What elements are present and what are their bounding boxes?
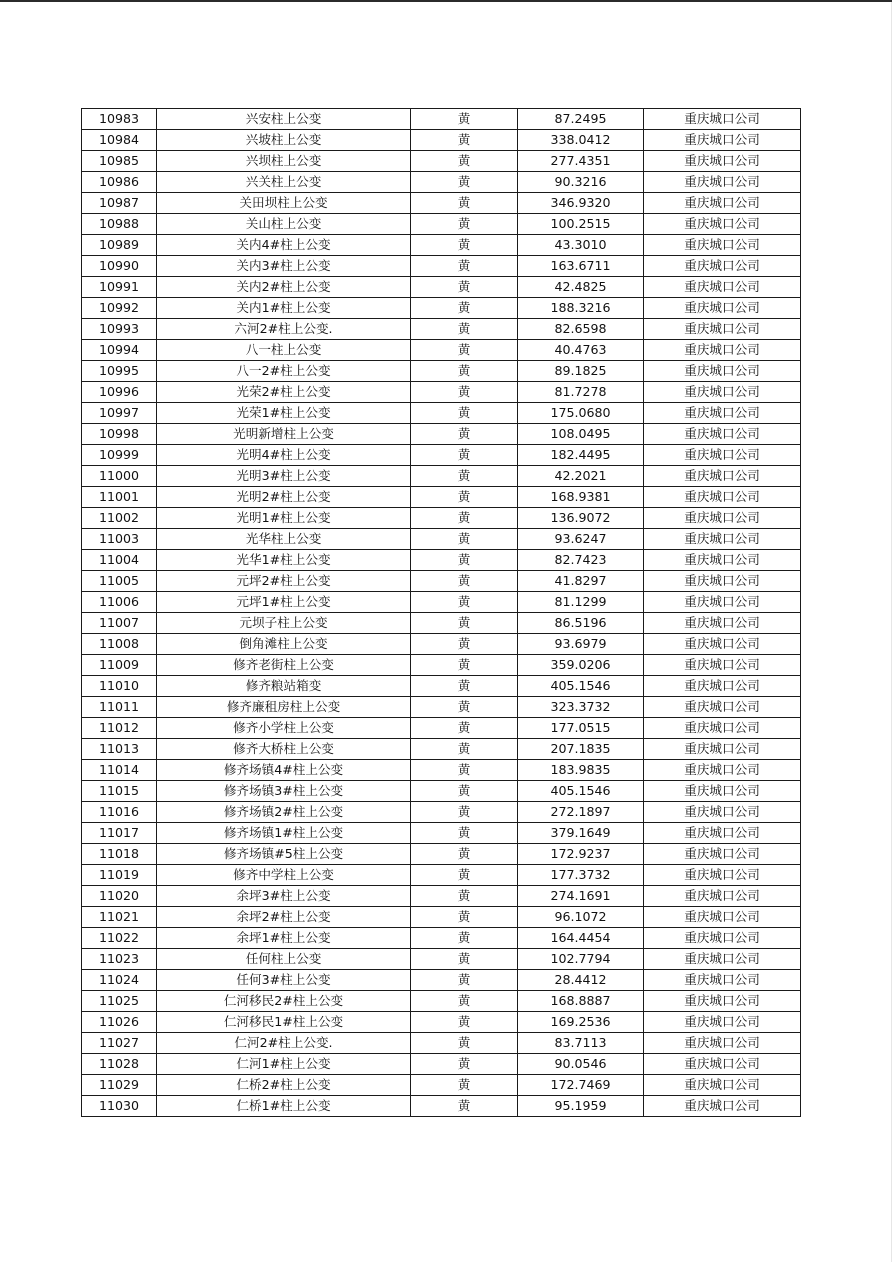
company-cell: 重庆城口公司 — [644, 613, 801, 634]
table-row — [82, 760, 801, 781]
row-id-cell: 11009 — [82, 655, 157, 676]
company-cell: 重庆城口公司 — [644, 592, 801, 613]
value-cell: 163.6711 — [518, 256, 644, 277]
company-cell: 重庆城口公司 — [644, 739, 801, 760]
transformer-name-cell: 元坝子柱上公变 — [157, 613, 411, 634]
company-cell: 重庆城口公司 — [644, 1012, 801, 1033]
company-cell: 重庆城口公司 — [644, 676, 801, 697]
transformer-name-cell: 光华柱上公变 — [157, 529, 411, 550]
transformer-name-cell: 任何3#柱上公变 — [157, 970, 411, 991]
company-cell: 重庆城口公司 — [644, 466, 801, 487]
status-color-cell: 黄 — [411, 1012, 518, 1033]
value-cell: 28.4412 — [518, 970, 644, 991]
status-color-cell: 黄 — [411, 592, 518, 613]
table-row — [82, 445, 801, 466]
status-color-cell: 黄 — [411, 571, 518, 592]
row-id-cell: 11015 — [82, 781, 157, 802]
row-id-cell: 11028 — [82, 1054, 157, 1075]
table-row — [82, 886, 801, 907]
table-row — [82, 676, 801, 697]
transformer-name-cell: 兴关柱上公变 — [157, 172, 411, 193]
row-id-cell: 11001 — [82, 487, 157, 508]
transformer-name-cell: 光荣2#柱上公变 — [157, 382, 411, 403]
table-row — [82, 298, 801, 319]
value-cell: 108.0495 — [518, 424, 644, 445]
table-row — [82, 550, 801, 571]
value-cell: 207.1835 — [518, 739, 644, 760]
transformer-name-cell: 关内1#柱上公变 — [157, 298, 411, 319]
value-cell: 42.2021 — [518, 466, 644, 487]
value-cell: 338.0412 — [518, 130, 644, 151]
value-cell: 42.4825 — [518, 277, 644, 298]
table-row — [82, 319, 801, 340]
transformer-name-cell: 修齐场镇3#柱上公变 — [157, 781, 411, 802]
company-cell: 重庆城口公司 — [644, 970, 801, 991]
status-color-cell: 黄 — [411, 193, 518, 214]
row-id-cell: 11006 — [82, 592, 157, 613]
company-cell: 重庆城口公司 — [644, 886, 801, 907]
table-row — [82, 1054, 801, 1075]
table-row — [82, 613, 801, 634]
table-row — [82, 1096, 801, 1117]
row-id-cell: 11004 — [82, 550, 157, 571]
value-cell: 82.6598 — [518, 319, 644, 340]
row-id-cell: 11014 — [82, 760, 157, 781]
status-color-cell: 黄 — [411, 802, 518, 823]
transformer-name-cell: 余坪3#柱上公变 — [157, 886, 411, 907]
transformer-name-cell: 仁河2#柱上公变. — [157, 1033, 411, 1054]
status-color-cell: 黄 — [411, 1096, 518, 1117]
value-cell: 41.8297 — [518, 571, 644, 592]
status-color-cell: 黄 — [411, 634, 518, 655]
status-color-cell: 黄 — [411, 655, 518, 676]
table-row — [82, 802, 801, 823]
company-cell: 重庆城口公司 — [644, 487, 801, 508]
company-cell: 重庆城口公司 — [644, 823, 801, 844]
company-cell: 重庆城口公司 — [644, 424, 801, 445]
transformer-name-cell: 修齐场镇2#柱上公变 — [157, 802, 411, 823]
value-cell: 177.0515 — [518, 718, 644, 739]
company-cell: 重庆城口公司 — [644, 718, 801, 739]
transformer-name-cell: 修齐大桥柱上公变 — [157, 739, 411, 760]
table-row — [82, 844, 801, 865]
status-color-cell: 黄 — [411, 1075, 518, 1096]
status-color-cell: 黄 — [411, 277, 518, 298]
transformer-name-cell: 余坪1#柱上公变 — [157, 928, 411, 949]
transformer-name-cell: 八一柱上公变 — [157, 340, 411, 361]
row-id-cell: 10989 — [82, 235, 157, 256]
value-cell: 323.3732 — [518, 697, 644, 718]
company-cell: 重庆城口公司 — [644, 1054, 801, 1075]
status-color-cell: 黄 — [411, 298, 518, 319]
status-color-cell: 黄 — [411, 613, 518, 634]
status-color-cell: 黄 — [411, 382, 518, 403]
status-color-cell: 黄 — [411, 340, 518, 361]
row-id-cell: 10990 — [82, 256, 157, 277]
table-row — [82, 697, 801, 718]
status-color-cell: 黄 — [411, 235, 518, 256]
company-cell: 重庆城口公司 — [644, 634, 801, 655]
transformer-data-table — [81, 108, 801, 1117]
row-id-cell: 11020 — [82, 886, 157, 907]
status-color-cell: 黄 — [411, 508, 518, 529]
row-id-cell: 11023 — [82, 949, 157, 970]
row-id-cell: 10988 — [82, 214, 157, 235]
status-color-cell: 黄 — [411, 886, 518, 907]
row-id-cell: 11013 — [82, 739, 157, 760]
value-cell: 82.7423 — [518, 550, 644, 571]
value-cell: 405.1546 — [518, 676, 644, 697]
row-id-cell: 11017 — [82, 823, 157, 844]
transformer-name-cell: 修齐中学柱上公变 — [157, 865, 411, 886]
row-id-cell: 11024 — [82, 970, 157, 991]
table-row — [82, 781, 801, 802]
transformer-name-cell: 关田坝柱上公变 — [157, 193, 411, 214]
company-cell: 重庆城口公司 — [644, 403, 801, 424]
value-cell: 379.1649 — [518, 823, 644, 844]
table-row — [82, 928, 801, 949]
value-cell: 86.5196 — [518, 613, 644, 634]
transformer-name-cell: 兴坝柱上公变 — [157, 151, 411, 172]
transformer-name-cell: 关内3#柱上公变 — [157, 256, 411, 277]
row-id-cell: 10986 — [82, 172, 157, 193]
row-id-cell: 10995 — [82, 361, 157, 382]
row-id-cell: 11005 — [82, 571, 157, 592]
status-color-cell: 黄 — [411, 151, 518, 172]
table-row — [82, 949, 801, 970]
row-id-cell: 11019 — [82, 865, 157, 886]
table-row — [82, 403, 801, 424]
row-id-cell: 10983 — [82, 109, 157, 130]
value-cell: 83.7113 — [518, 1033, 644, 1054]
table-row — [82, 193, 801, 214]
status-color-cell: 黄 — [411, 991, 518, 1012]
company-cell: 重庆城口公司 — [644, 529, 801, 550]
table-row — [82, 361, 801, 382]
status-color-cell: 黄 — [411, 550, 518, 571]
status-color-cell: 黄 — [411, 928, 518, 949]
company-cell: 重庆城口公司 — [644, 760, 801, 781]
transformer-name-cell: 修齐粮站箱变 — [157, 676, 411, 697]
row-id-cell: 10992 — [82, 298, 157, 319]
transformer-name-cell: 修齐老街柱上公变 — [157, 655, 411, 676]
row-id-cell: 11025 — [82, 991, 157, 1012]
value-cell: 274.1691 — [518, 886, 644, 907]
row-id-cell: 11029 — [82, 1075, 157, 1096]
row-id-cell: 10991 — [82, 277, 157, 298]
row-id-cell: 11027 — [82, 1033, 157, 1054]
table-row — [82, 739, 801, 760]
value-cell: 169.2536 — [518, 1012, 644, 1033]
transformer-name-cell: 仁河移民2#柱上公变 — [157, 991, 411, 1012]
row-id-cell: 10996 — [82, 382, 157, 403]
company-cell: 重庆城口公司 — [644, 298, 801, 319]
value-cell: 100.2515 — [518, 214, 644, 235]
value-cell: 90.0546 — [518, 1054, 644, 1075]
status-color-cell: 黄 — [411, 781, 518, 802]
transformer-name-cell: 仁河1#柱上公变 — [157, 1054, 411, 1075]
row-id-cell: 10997 — [82, 403, 157, 424]
value-cell: 93.6247 — [518, 529, 644, 550]
company-cell: 重庆城口公司 — [644, 151, 801, 172]
row-id-cell: 10987 — [82, 193, 157, 214]
row-id-cell: 10993 — [82, 319, 157, 340]
value-cell: 164.4454 — [518, 928, 644, 949]
table-row — [82, 214, 801, 235]
row-id-cell: 11000 — [82, 466, 157, 487]
transformer-name-cell: 仁河移民1#柱上公变 — [157, 1012, 411, 1033]
table-row — [82, 718, 801, 739]
value-cell: 168.9381 — [518, 487, 644, 508]
row-id-cell: 11022 — [82, 928, 157, 949]
value-cell: 177.3732 — [518, 865, 644, 886]
company-cell: 重庆城口公司 — [644, 319, 801, 340]
value-cell: 102.7794 — [518, 949, 644, 970]
row-id-cell: 11030 — [82, 1096, 157, 1117]
company-cell: 重庆城口公司 — [644, 991, 801, 1012]
table-row — [82, 466, 801, 487]
value-cell: 188.3216 — [518, 298, 644, 319]
row-id-cell: 11008 — [82, 634, 157, 655]
table-row — [82, 109, 801, 130]
status-color-cell: 黄 — [411, 256, 518, 277]
company-cell: 重庆城口公司 — [644, 655, 801, 676]
value-cell: 90.3216 — [518, 172, 644, 193]
value-cell: 81.7278 — [518, 382, 644, 403]
transformer-name-cell: 元坪2#柱上公变 — [157, 571, 411, 592]
value-cell: 168.8887 — [518, 991, 644, 1012]
row-id-cell: 11007 — [82, 613, 157, 634]
row-id-cell: 10994 — [82, 340, 157, 361]
table-row — [82, 529, 801, 550]
transformer-name-cell: 仁桥2#柱上公变 — [157, 1075, 411, 1096]
company-cell: 重庆城口公司 — [644, 697, 801, 718]
value-cell: 182.4495 — [518, 445, 644, 466]
table-row — [82, 1075, 801, 1096]
transformer-name-cell: 光明3#柱上公变 — [157, 466, 411, 487]
transformer-name-cell: 修齐场镇4#柱上公变 — [157, 760, 411, 781]
transformer-name-cell: 光明2#柱上公变 — [157, 487, 411, 508]
table-row — [82, 424, 801, 445]
value-cell: 95.1959 — [518, 1096, 644, 1117]
table-row — [82, 508, 801, 529]
transformer-name-cell: 光明新增柱上公变 — [157, 424, 411, 445]
company-cell: 重庆城口公司 — [644, 361, 801, 382]
table-row — [82, 571, 801, 592]
company-cell: 重庆城口公司 — [644, 802, 801, 823]
company-cell: 重庆城口公司 — [644, 865, 801, 886]
status-color-cell: 黄 — [411, 697, 518, 718]
company-cell: 重庆城口公司 — [644, 256, 801, 277]
value-cell: 359.0206 — [518, 655, 644, 676]
company-cell: 重庆城口公司 — [644, 781, 801, 802]
transformer-name-cell: 兴安柱上公变 — [157, 109, 411, 130]
status-color-cell: 黄 — [411, 424, 518, 445]
row-id-cell: 10984 — [82, 130, 157, 151]
table-row — [82, 1033, 801, 1054]
company-cell: 重庆城口公司 — [644, 445, 801, 466]
row-id-cell: 11010 — [82, 676, 157, 697]
status-color-cell: 黄 — [411, 130, 518, 151]
value-cell: 405.1546 — [518, 781, 644, 802]
value-cell: 87.2495 — [518, 109, 644, 130]
value-cell: 175.0680 — [518, 403, 644, 424]
table-row — [82, 865, 801, 886]
company-cell: 重庆城口公司 — [644, 214, 801, 235]
table-row — [82, 592, 801, 613]
company-cell: 重庆城口公司 — [644, 172, 801, 193]
row-id-cell: 11021 — [82, 907, 157, 928]
company-cell: 重庆城口公司 — [644, 508, 801, 529]
transformer-name-cell: 修齐小学柱上公变 — [157, 718, 411, 739]
transformer-name-cell: 倒角滩柱上公变 — [157, 634, 411, 655]
value-cell: 96.1072 — [518, 907, 644, 928]
company-cell: 重庆城口公司 — [644, 928, 801, 949]
transformer-name-cell: 光明1#柱上公变 — [157, 508, 411, 529]
value-cell: 346.9320 — [518, 193, 644, 214]
status-color-cell: 黄 — [411, 823, 518, 844]
status-color-cell: 黄 — [411, 445, 518, 466]
company-cell: 重庆城口公司 — [644, 193, 801, 214]
status-color-cell: 黄 — [411, 760, 518, 781]
row-id-cell: 11011 — [82, 697, 157, 718]
status-color-cell: 黄 — [411, 1054, 518, 1075]
transformer-name-cell: 关内2#柱上公变 — [157, 277, 411, 298]
table-row — [82, 277, 801, 298]
row-id-cell: 10999 — [82, 445, 157, 466]
transformer-name-cell: 六河2#柱上公变. — [157, 319, 411, 340]
company-cell: 重庆城口公司 — [644, 1096, 801, 1117]
transformer-name-cell: 光明4#柱上公变 — [157, 445, 411, 466]
row-id-cell: 11002 — [82, 508, 157, 529]
table-row — [82, 130, 801, 151]
table-row — [82, 970, 801, 991]
row-id-cell: 11012 — [82, 718, 157, 739]
table-row — [82, 655, 801, 676]
value-cell: 183.9835 — [518, 760, 644, 781]
transformer-name-cell: 八一2#柱上公变 — [157, 361, 411, 382]
table-row — [82, 487, 801, 508]
status-color-cell: 黄 — [411, 487, 518, 508]
table-row — [82, 151, 801, 172]
table-row — [82, 256, 801, 277]
status-color-cell: 黄 — [411, 109, 518, 130]
status-color-cell: 黄 — [411, 970, 518, 991]
company-cell: 重庆城口公司 — [644, 340, 801, 361]
row-id-cell: 11016 — [82, 802, 157, 823]
transformer-name-cell: 元坪1#柱上公变 — [157, 592, 411, 613]
company-cell: 重庆城口公司 — [644, 235, 801, 256]
value-cell: 136.9072 — [518, 508, 644, 529]
status-color-cell: 黄 — [411, 319, 518, 340]
table-body — [82, 109, 801, 1117]
transformer-name-cell: 修齐场镇#5柱上公变 — [157, 844, 411, 865]
transformer-name-cell: 关内4#柱上公变 — [157, 235, 411, 256]
page-top-border — [0, 0, 892, 2]
table-row — [82, 382, 801, 403]
status-color-cell: 黄 — [411, 844, 518, 865]
status-color-cell: 黄 — [411, 739, 518, 760]
transformer-name-cell: 光华1#柱上公变 — [157, 550, 411, 571]
company-cell: 重庆城口公司 — [644, 277, 801, 298]
status-color-cell: 黄 — [411, 529, 518, 550]
company-cell: 重庆城口公司 — [644, 109, 801, 130]
company-cell: 重庆城口公司 — [644, 844, 801, 865]
status-color-cell: 黄 — [411, 403, 518, 424]
row-id-cell: 11003 — [82, 529, 157, 550]
value-cell: 277.4351 — [518, 151, 644, 172]
status-color-cell: 黄 — [411, 361, 518, 382]
table-row — [82, 823, 801, 844]
value-cell: 43.3010 — [518, 235, 644, 256]
value-cell: 40.4763 — [518, 340, 644, 361]
status-color-cell: 黄 — [411, 466, 518, 487]
company-cell: 重庆城口公司 — [644, 130, 801, 151]
company-cell: 重庆城口公司 — [644, 1075, 801, 1096]
table-row — [82, 1012, 801, 1033]
transformer-name-cell: 关山柱上公变 — [157, 214, 411, 235]
table-row — [82, 235, 801, 256]
table-row — [82, 907, 801, 928]
transformer-name-cell: 兴坡柱上公变 — [157, 130, 411, 151]
value-cell: 172.7469 — [518, 1075, 644, 1096]
row-id-cell: 10998 — [82, 424, 157, 445]
status-color-cell: 黄 — [411, 949, 518, 970]
row-id-cell: 11026 — [82, 1012, 157, 1033]
status-color-cell: 黄 — [411, 676, 518, 697]
company-cell: 重庆城口公司 — [644, 550, 801, 571]
transformer-name-cell: 任何柱上公变 — [157, 949, 411, 970]
status-color-cell: 黄 — [411, 214, 518, 235]
company-cell: 重庆城口公司 — [644, 907, 801, 928]
value-cell: 272.1897 — [518, 802, 644, 823]
value-cell: 93.6979 — [518, 634, 644, 655]
company-cell: 重庆城口公司 — [644, 571, 801, 592]
table-row — [82, 340, 801, 361]
value-cell: 172.9237 — [518, 844, 644, 865]
status-color-cell: 黄 — [411, 1033, 518, 1054]
company-cell: 重庆城口公司 — [644, 949, 801, 970]
status-color-cell: 黄 — [411, 718, 518, 739]
transformer-name-cell: 光荣1#柱上公变 — [157, 403, 411, 424]
transformer-name-cell: 修齐廉租房柱上公变 — [157, 697, 411, 718]
row-id-cell: 10985 — [82, 151, 157, 172]
status-color-cell: 黄 — [411, 172, 518, 193]
transformer-name-cell: 修齐场镇1#柱上公变 — [157, 823, 411, 844]
status-color-cell: 黄 — [411, 865, 518, 886]
company-cell: 重庆城口公司 — [644, 382, 801, 403]
status-color-cell: 黄 — [411, 907, 518, 928]
row-id-cell: 11018 — [82, 844, 157, 865]
value-cell: 89.1825 — [518, 361, 644, 382]
table-row — [82, 172, 801, 193]
company-cell: 重庆城口公司 — [644, 1033, 801, 1054]
table-row — [82, 991, 801, 1012]
table-row — [82, 634, 801, 655]
transformer-name-cell: 余坪2#柱上公变 — [157, 907, 411, 928]
value-cell: 81.1299 — [518, 592, 644, 613]
transformer-name-cell: 仁桥1#柱上公变 — [157, 1096, 411, 1117]
